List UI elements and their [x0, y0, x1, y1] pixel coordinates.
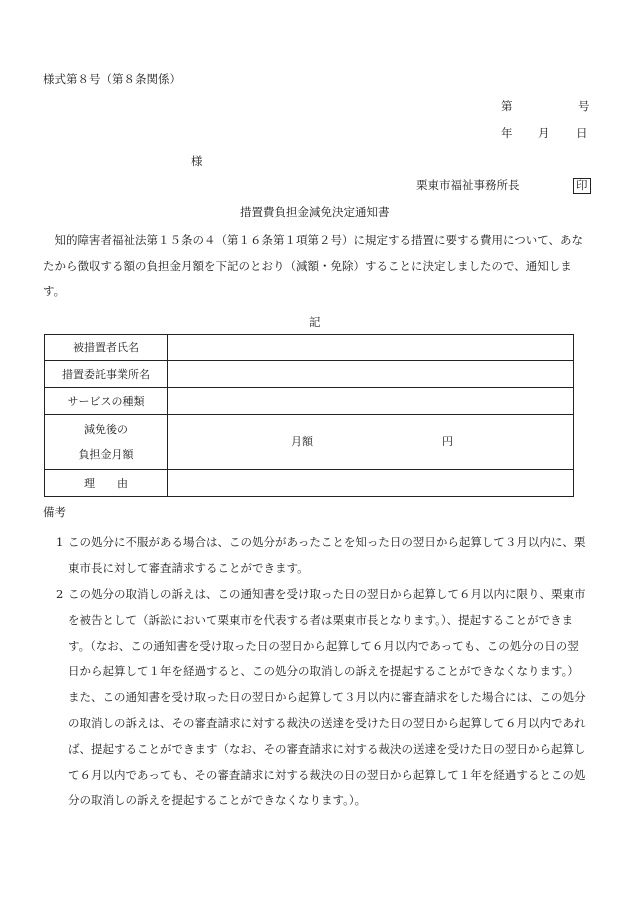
row-label: 措置委託事業所名 — [45, 361, 168, 388]
table-row — [45, 361, 574, 388]
label-line2: 負担金月額 — [78, 448, 134, 461]
remark-item — [56, 530, 588, 582]
addressee-suffix: 様 — [191, 154, 203, 168]
monthly-label: 月額 — [291, 435, 313, 448]
remark-text: この処分の取消しの訴えは、この通知書を受け取った日の翌日から起算して６月以内に限り、栗東市を被告として（訴訟において栗東市を代表する者は栗東市長となります。）、提起することができます。（なお、この通知書を受け取った日の翌日から起算して６月以内であっても、この処分の日の翌日から起算して１年を経過すると、この処分の取消しの訴えを提起することができなくなります。）また、この通知書を受け取った日の翌日から起算して３月以内に審査請求をした場合には、この処分の取消しの訴えは、その審査請求に対する裁決の送達を受けた日の翌日から起算して６月以内であれば、提起することができます（なお、その審査請求に対する裁決の送達を受けた日の翌日から起算して６月以内であっても、その審査請求に対する裁決の日の翌日から起算して１年を経過するとこの処分の取消しの訴えを提起することができなくなります。）。 — [68, 587, 586, 808]
seal-label: 印 — [573, 178, 591, 194]
remarks-heading: 備考 — [43, 505, 66, 519]
row-label: サービスの種類 — [45, 388, 168, 415]
date-month: 月 — [538, 126, 550, 140]
remark-number: 1 — [56, 535, 64, 549]
date-year: 年 — [501, 126, 513, 140]
table-row — [45, 415, 574, 470]
row-label: 被措置者氏名 — [45, 335, 168, 361]
row-value — [168, 361, 574, 388]
row-value — [168, 335, 574, 361]
remark-text: この処分に不服がある場合は、この処分があったことを知った日の翌日から起算して３月以内に、栗東市長に対して審査請求することができます。 — [68, 535, 586, 575]
yen-label: 円 — [442, 435, 453, 448]
table-row — [45, 388, 574, 415]
doc-number-suffix: 号 — [578, 99, 590, 113]
row-label: 理 由 — [45, 470, 168, 497]
form-number: 様式第８号（第８条関係） — [43, 72, 181, 86]
ki-label: 記 — [309, 315, 321, 329]
table-row — [45, 335, 574, 361]
row-value-monthly — [168, 415, 574, 470]
body-text: 知的障害者福祉法第１５条の４（第１６条第１項第２号）に規定する措置に要する費用について、あなたから徴収する額の負担金月額を下記のとおり（減額・免除）することに決定しましたので、通知します。 — [43, 233, 584, 298]
info-table — [44, 334, 574, 497]
doc-number-prefix: 第 — [501, 99, 513, 113]
label-line1: 減免後の — [84, 423, 128, 436]
row-value — [168, 388, 574, 415]
table-row — [45, 470, 574, 497]
issuer: 栗東市福祉事務所長 — [416, 178, 520, 192]
seal-mark — [573, 178, 591, 194]
row-value — [168, 470, 574, 497]
remark-item — [56, 582, 588, 814]
remark-number: 2 — [56, 587, 64, 601]
date-day: 日 — [576, 126, 588, 140]
document-title: 措置費負担金減免決定通知書 — [240, 205, 390, 219]
row-label-monthly — [45, 415, 168, 470]
